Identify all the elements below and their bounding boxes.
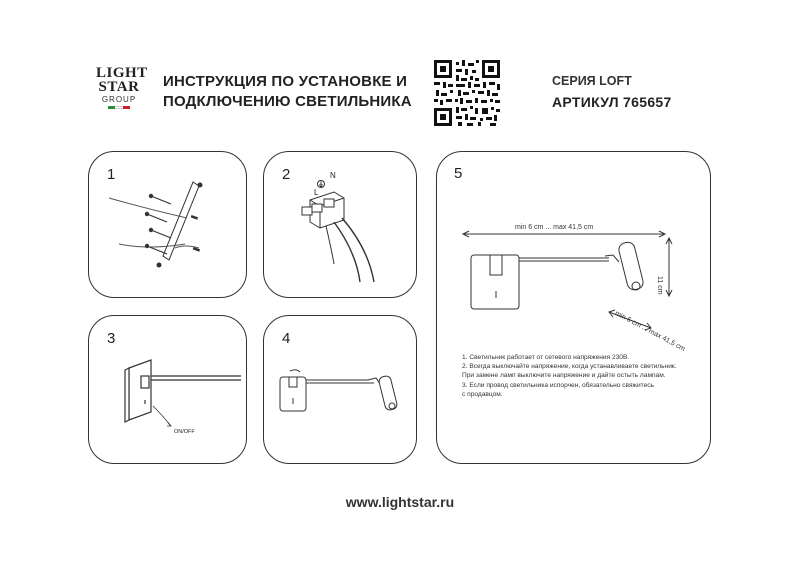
note-line: 3. Если провод светильника испорчен, обязательно свяжитесь: [462, 381, 654, 389]
step-2-illustration: [264, 152, 416, 297]
step-4-panel: [263, 315, 417, 464]
dimension-width: min 6 cm ... max 41,5 cm: [515, 224, 594, 231]
step-1-number: 1: [107, 166, 116, 183]
step-5-panel: [436, 151, 711, 464]
step-1-illustration: [89, 152, 246, 297]
note-line: с продавцом.: [462, 390, 503, 398]
note-line: 2. Всегда выключайте напряжение, когда устанавливаете светильник.: [462, 363, 677, 371]
step-5-illustration: [437, 152, 710, 463]
logo-line-2: STAR: [98, 79, 140, 95]
step-2-panel: [263, 151, 417, 298]
note-line: 1. Светильник работает от сетевого напряжения 230В.: [462, 354, 630, 361]
step-4-illustration: [264, 316, 416, 463]
step-3-number: 3: [107, 330, 116, 347]
logo-line-1: LIGHT: [96, 65, 148, 81]
step-4-number: 4: [282, 330, 291, 347]
italian-flag-icon: [108, 106, 130, 109]
switch-button: [141, 376, 149, 388]
step-3-illustration: [89, 316, 246, 463]
qr-code: [434, 60, 500, 126]
brand-logo: [96, 65, 148, 109]
note-line: При замене ламп выключите напряжение и дайте остыть лампам.: [462, 372, 666, 380]
label-n: N: [330, 171, 336, 180]
label-l: L: [314, 188, 319, 197]
instructions-notes: [462, 353, 677, 399]
document-title: [163, 72, 412, 112]
step-3-panel: [88, 315, 247, 464]
switch-label: ON/OFF: [174, 429, 195, 435]
title-line-1: ИНСТРУКЦИЯ ПО УСТАНОВКЕ И: [163, 73, 408, 90]
dimension-angle: min 6 cm ... max 41,5 cm: [613, 310, 687, 353]
logo-line-3: GROUP: [101, 95, 137, 104]
series-label: СЕРИЯ LOFT: [552, 74, 632, 88]
article-number: АРТИКУЛ 765657: [552, 94, 672, 110]
step-2-number: 2: [282, 166, 291, 183]
website-link[interactable]: www.lightstar.ru: [345, 494, 455, 510]
title-line-2: ПОДКЛЮЧЕНИЮ СВЕТИЛЬНИКА: [163, 93, 412, 110]
step-5-number: 5: [454, 165, 463, 182]
dimension-height: 11 cm: [656, 276, 663, 295]
step-1-panel: [88, 151, 247, 298]
